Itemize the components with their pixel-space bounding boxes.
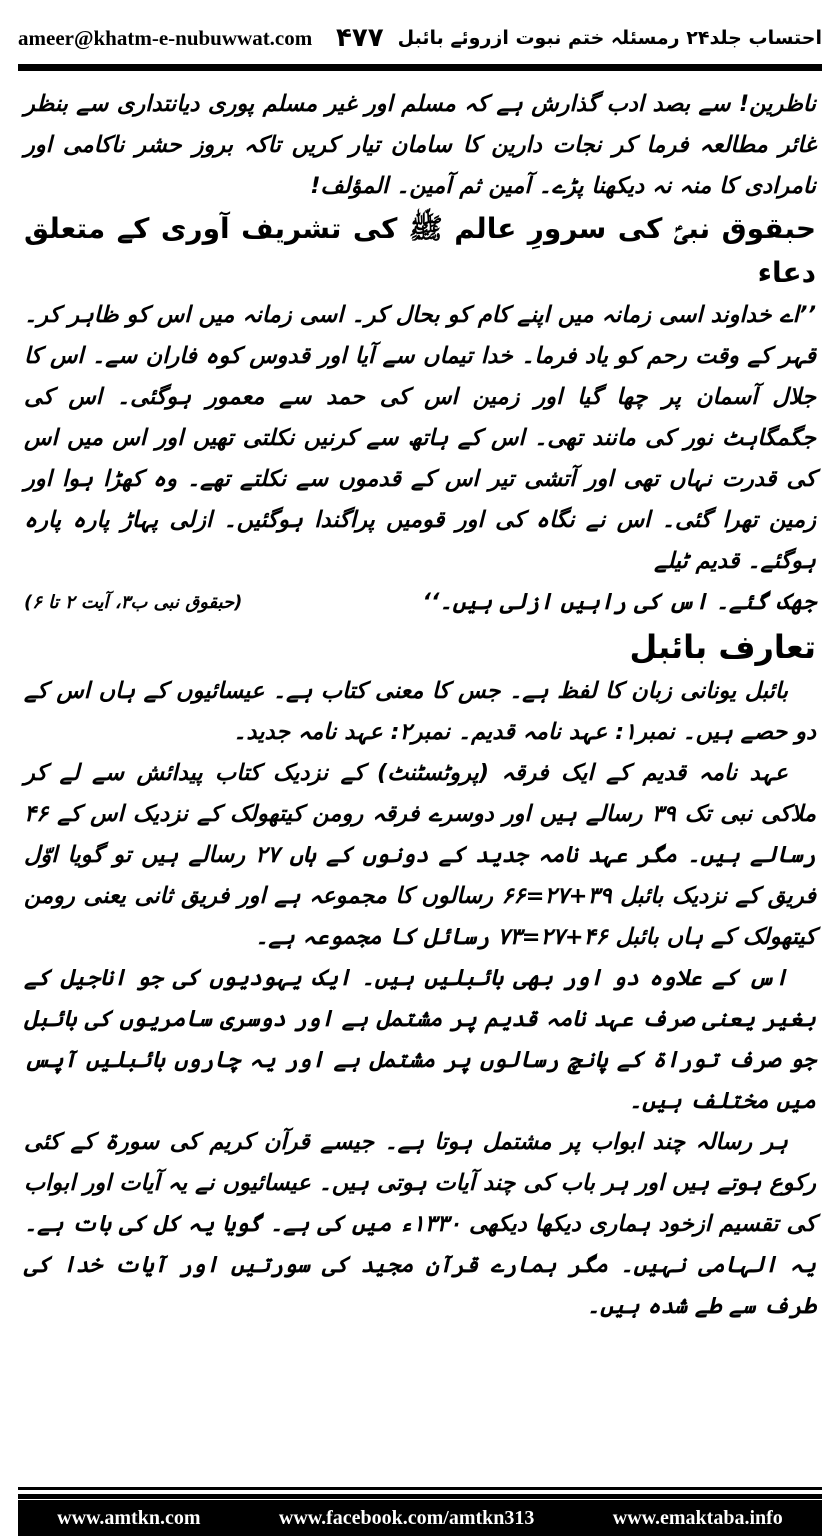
section-heading-bible: تعارف بائبل (629, 628, 816, 666)
page-header (18, 14, 822, 62)
quote-end-line (24, 582, 816, 623)
footer-rule-thick (18, 1494, 822, 1499)
footer-link-emaktaba[interactable]: www.emaktaba.info (612, 1506, 783, 1529)
quote-paragraph: ’’اے خداوند اسی زمانہ میں اپنے کام کو بحال کر۔ اسی زمانہ میں اس کو ظاہر کر۔ قہر کے وقت رحم کو یاد فرما۔ خدا تیماں سے آیا اور قدوس کوہ فاران سے۔ اس کا جلال آسمان پر چھا گیا اور زمین اس کی حمد سے معمور ہوگئی۔ اس کی جگمگاہٹ نور کی مانند تھی۔ اس کے ہاتھ سے کرنیں نکلتی تھیں اور اس میں اس کی قدرت نہاں تھی اور آتشی تیر اس کے قدموں سے نکلتے تھے۔ وہ کھڑا ہوا اور زمین تھرا گئی۔ اس نے نگاہ کی اور قومیں پراگندا ہوگئیں۔ ازلی پہاڑ پارہ پارہ ہوگئے۔ قدیم ٹیلے (24, 302, 816, 574)
footer-rule-thin (18, 1487, 822, 1490)
intro-paragraph: ناظرین! سے بصد ادب گذارش ہے کہ مسلم اور غیر مسلم پوری دیانتداری سے بنظر غائر مطالعہ فرما کر نجات دارین کا سامان تیار کریں تاکہ بروز حشر ناکامی اور نامرادی کا منہ نہ دیکھنا پڑے۔ آمین ثم آمین۔ المؤلف! (24, 91, 816, 199)
quote-end: جھک گئے۔ اس کی راہیں ازلی ہیں۔‘‘ (422, 589, 816, 615)
footer-link-facebook[interactable]: www.facebook.com/amtkn313 (278, 1506, 535, 1529)
header-rule (18, 64, 822, 71)
footer-link-amtkn[interactable]: www.amtkn.com (57, 1506, 201, 1529)
header-email: ameer@khatm-e-nubuwwat.com (18, 25, 313, 50)
paragraph-4: ہر رسالہ چند ابواب پر مشتمل ہوتا ہے۔ جیسے قرآن کریم کی سورۃ کے کئی رکوع ہوتے ہیں اور ہر باب کی چند آیات ہوتی ہیں۔ عیسائیوں نے یہ آیات اور ابواب کی تقسیم ازخود ہماری دیکھا دیکھی ۱۳۳۰ء میں کی ہے۔ گویا یہ کل کی بات ہے۔ یہ الہامی نہیں۔ مگر ہمارے قرآن مجید کی سورتیں اور آیات خدا کی طرف سے طے شدہ ہیں۔ (24, 1129, 817, 1319)
page-footer (18, 1500, 822, 1536)
running-title-group (336, 23, 822, 53)
page-body (24, 84, 816, 1327)
paragraph-1: بائبل یونانی زبان کا لفظ ہے۔ جس کا معنی کتاب ہے۔ عیسائیوں کے ہاں اس کے دو حصے ہیں۔ نمبر۱: عہد نامہ قدیم۔ نمبر۲: عہد نامہ جدید۔ (24, 678, 816, 745)
running-title: احتساب جلد۲۴ رمسئلہ ختم نبوت ازروئے بائبل (397, 27, 822, 49)
section-heading-prayer: حبقوق نبیؑ کی سرورِ عالم ﷺ کی تشریف آوری کے متعلق دعاء (24, 212, 816, 289)
quote-reference: (حبقوق نبی ب۳، آیت ۲ تا ۶) (24, 592, 243, 613)
page-number: ۴۷۷ (336, 23, 384, 53)
paragraph-2: عہد نامہ قدیم کے ایک فرقہ (پروٹسٹنٹ) کے نزدیک کتاب پیدائش سے لے کر ملاکی نبی تک ۳۹ رسالے ہیں اور دوسرے فرقہ رومن کیتھولک کے نزدیک اس کے ۴۶ رسالے ہیں۔ مگر عہد نامہ جدید کے دونوں کے ہاں ۲۷ رسالے ہیں تو گویا اوّل فریق کے نزدیک بائبل ۳۹+۲۷=۶۶ رسالوں کا مجموعہ ہے اور فریق ثانی یعنی رومن کیتھولک کے ہاں بائبل ۴۶+۲۷=۷۳ رسائل کا مجموعہ ہے۔ (24, 760, 816, 950)
paragraph-3: اس کے علاوہ دو اور بھی بائبلیں ہیں۔ ایک یہودیوں کی جو اناجیل کے بغیر یعنی صرف عہد نامہ قدیم پر مشتمل ہے اور دوسری سامریوں کی بائبل جو صرف توراۃ کے پانچ رسالوں پر مشتمل ہے اور یہ چاروں بائبلیں آپس میں مختلف ہیں۔ (24, 965, 816, 1114)
